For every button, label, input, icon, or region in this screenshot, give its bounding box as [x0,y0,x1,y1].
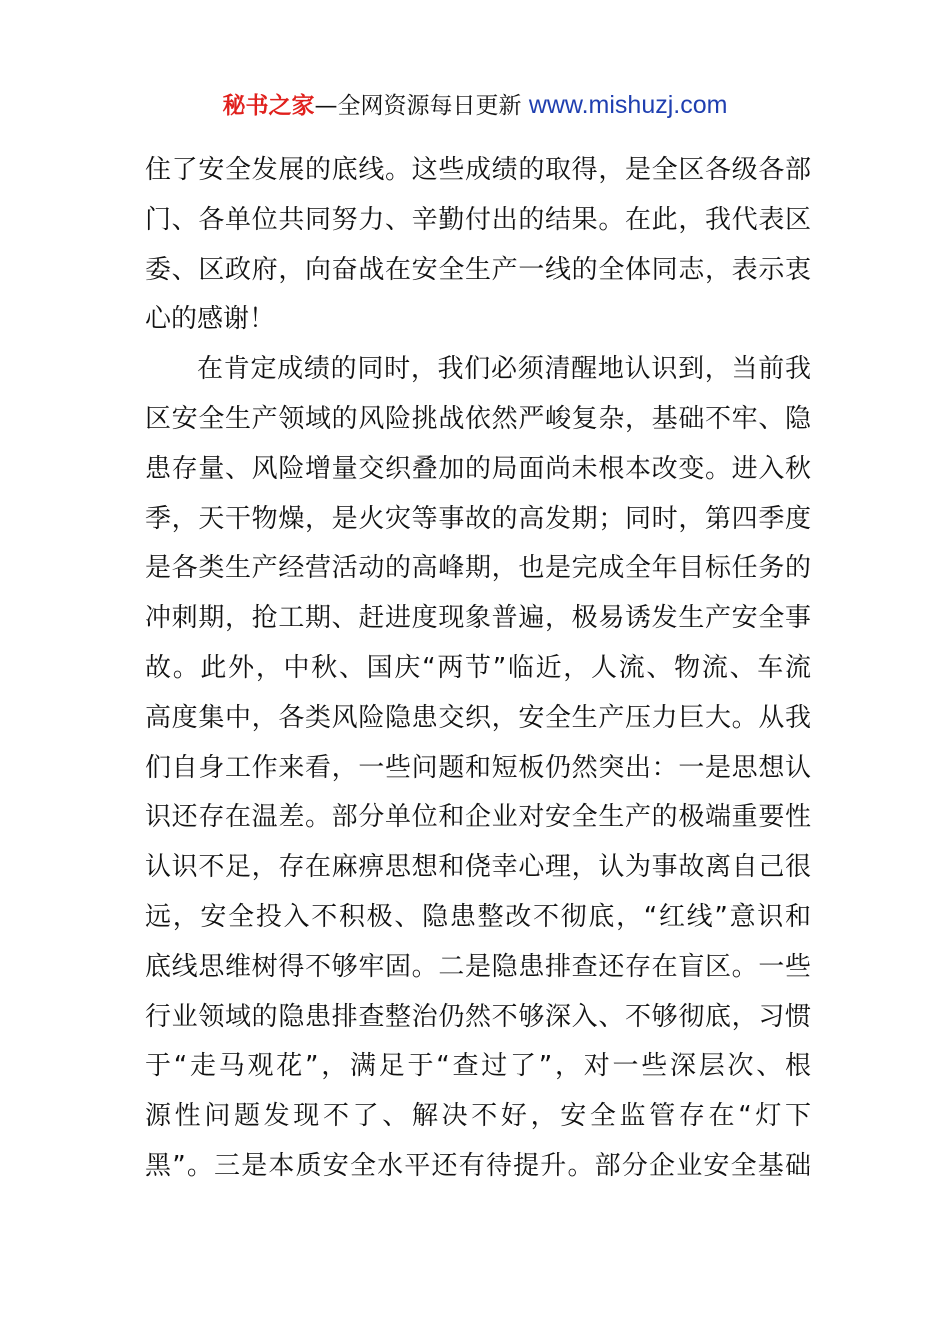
text-line: 门、各单位共同努力、辛勤付出的结果。在此，我代表区 [145,204,811,235]
text-line: 季，天干物燥，是火灾等事故的高发期；同时，第四季度 [145,503,811,534]
text-line: 故。此外，中秋、国庆“两节”临近，人流、物流、车流 [145,652,811,683]
site-url[interactable]: www.mishuzj.com [528,91,728,119]
text-line: 于“走马观花”，满足于“查过了”，对一些深层次、根 [145,1051,811,1082]
text-line: 源性问题发现不了、解决不好，安全监管存在“灯下 [145,1101,811,1132]
text-line: 区安全生产领域的风险挑战依然严峻复杂，基础不牢、隐 [145,403,811,434]
text-line: 患存量、风险增量交织叠加的局面尚未根本改变。进入秋 [145,453,811,484]
text-line: 在肯定成绩的同时，我们必须清醒地认识到，当前我 [197,354,811,385]
text-line: 心的感谢！ [145,304,276,335]
text-line: 是各类生产经营活动的高峰期，也是完成全年目标任务的 [145,553,811,584]
paragraph-2 [145,345,811,1192]
text-line: 认识不足，存在麻痹思想和侥幸心理，认为事故离自己很 [145,852,811,883]
text-line: 行业领域的隐患排查整治仍然不够深入、不够彻底，习惯 [145,1001,811,1032]
text-line: 们自身工作来看，一些问题和短板仍然突出：一是思想认 [145,752,811,783]
page-header [0,88,950,123]
text-line: 底线思维树得不够牢固。二是隐患排查还存在盲区。一些 [145,951,811,982]
text-line: 高度集中，各类风险隐患交织，安全生产压力巨大。从我 [145,702,811,733]
text-line: 识还存在温差。部分单位和企业对安全生产的极端重要性 [145,802,811,833]
text-line: 冲刺期，抢工期、赶进度现象普遍，极易诱发生产安全事 [145,603,811,634]
text-line: 住了安全发展的底线。这些成绩的取得，是全区各级各部 [145,155,811,185]
text-line: 委、区政府，向奋战在安全生产一线的全体同志，表示衷 [145,254,811,285]
text-line: 黑”。三是本质安全水平还有待提升。部分企业安全基础 [145,1150,811,1181]
paragraph-1 [145,146,811,345]
brand-name: 秘书之家 [222,93,315,119]
document-body [145,146,811,1192]
text-line: 远，安全投入不积极、隐患整改不彻底，“红线”意识和 [145,901,811,932]
header-tagline: —全网资源每日更新 [314,93,529,119]
